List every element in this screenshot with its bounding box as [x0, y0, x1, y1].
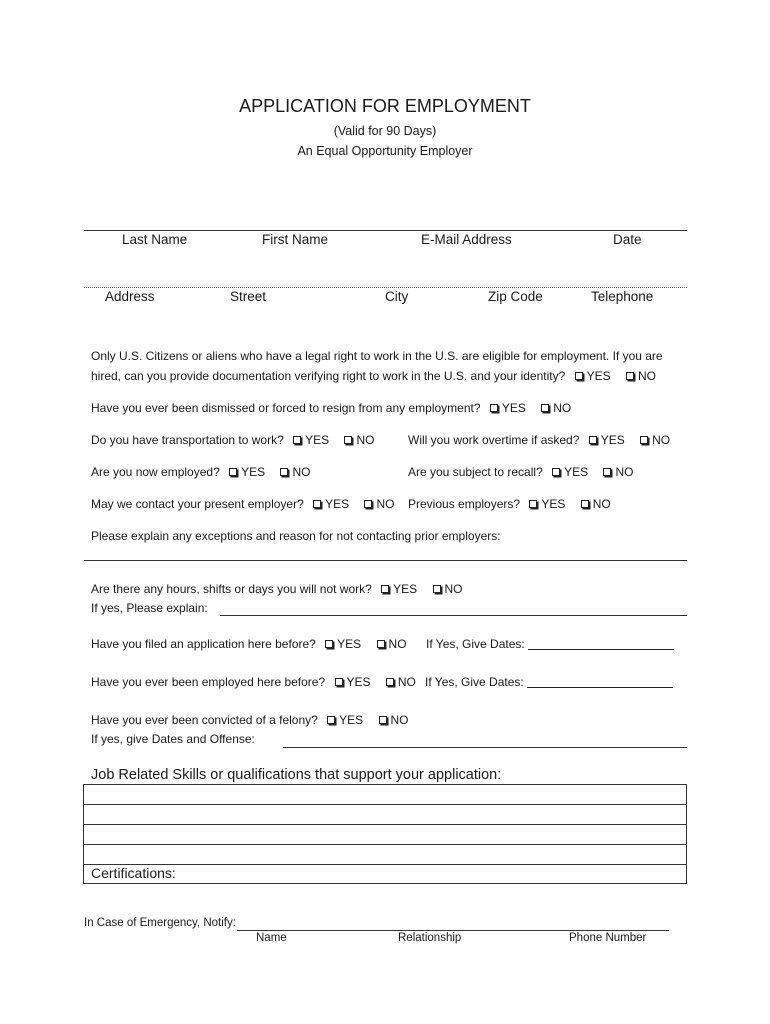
eeo-note: An Equal Opportunity Employer: [297, 144, 473, 158]
dismissed-no-checkbox[interactable]: [541, 404, 549, 412]
felony-question: Have you ever been convicted of a felony? YES NO: [91, 713, 409, 727]
street-label: Street: [230, 289, 267, 304]
filed-question: Have you filed an application here before? YES NO: [91, 637, 407, 651]
skills-table: [83, 784, 687, 884]
recall-question: Are you subject to recall? YES NO: [408, 465, 634, 479]
emergency-line[interactable]: [237, 930, 669, 931]
contact-present-question: May we contact your present employer? YES NO: [91, 497, 395, 511]
certifications-label: Certifications:: [91, 865, 176, 881]
page-title: APPLICATION FOR EMPLOYMENT: [239, 96, 531, 116]
employed-yes-checkbox[interactable]: [229, 468, 237, 476]
hours-explain-line[interactable]: [220, 615, 687, 616]
validity-note: (Valid for 90 Days): [333, 124, 437, 138]
skills-row-line: [84, 824, 686, 825]
overtime-question: Will you work overtime if asked? YES NO: [408, 433, 671, 447]
employed-question: Are you now employed? YES NO: [91, 465, 311, 479]
hours-no-checkbox[interactable]: [433, 585, 441, 593]
contact-present-yes-checkbox[interactable]: [313, 500, 321, 508]
previous-no-checkbox[interactable]: [581, 500, 589, 508]
employed-here-dates-field[interactable]: [527, 676, 673, 688]
felony-no-checkbox[interactable]: [379, 716, 387, 724]
telephone-label: Telephone: [591, 289, 654, 304]
overtime-no-checkbox[interactable]: [640, 436, 648, 444]
employed-here-dates: If Yes, Give Dates:: [425, 675, 673, 689]
date-label: Date: [613, 232, 642, 247]
felony-yes-checkbox[interactable]: [327, 716, 335, 724]
skills-title: Job Related Skills or qualifications that support your application:: [91, 767, 502, 783]
transport-question: Do you have transportation to work? YES NO: [91, 433, 375, 447]
transport-no-checkbox[interactable]: [344, 436, 352, 444]
employed-here-no-checkbox[interactable]: [386, 678, 394, 686]
citizen-question: hired, can you provide documentation verifying right to work in the U.S. and your identity? YES NO: [91, 369, 656, 383]
email-label: E-Mail Address: [421, 232, 512, 247]
filed-dates-field[interactable]: [528, 638, 674, 650]
last-name-label: Last Name: [122, 232, 188, 247]
contact-present-no-checkbox[interactable]: [364, 500, 372, 508]
recall-no-checkbox[interactable]: [603, 468, 611, 476]
transport-yes-checkbox[interactable]: [293, 436, 301, 444]
employed-here-yes-checkbox[interactable]: [335, 678, 343, 686]
felony-details-line[interactable]: [283, 747, 687, 748]
skills-row-line: [84, 844, 686, 845]
first-name-label: First Name: [262, 232, 329, 247]
citizen-no-checkbox[interactable]: [626, 372, 634, 380]
employed-no-checkbox[interactable]: [280, 468, 288, 476]
filed-yes-checkbox[interactable]: [325, 640, 333, 648]
emergency-name-label: Name: [256, 932, 287, 944]
hours-question: Are there any hours, shifts or days you will not work? YES NO: [91, 582, 463, 596]
emergency-label: In Case of Emergency, Notify:: [84, 917, 236, 929]
exceptions-answer-line[interactable]: [84, 560, 687, 561]
hours-yes-checkbox[interactable]: [381, 585, 389, 593]
citizen-question-line2: hired, can you provide documentation verifying right to work in the U.S. and your identity?: [91, 369, 566, 383]
citizen-yes-checkbox[interactable]: [575, 372, 583, 380]
emergency-phone-label: Phone Number: [569, 932, 647, 944]
zip-label: Zip Code: [488, 289, 543, 304]
address-label: Address: [105, 289, 155, 304]
row1-top-line: [84, 230, 687, 231]
dismissed-question: Have you ever been dismissed or forced to resign from any employment? YES NO: [91, 401, 572, 415]
previous-yes-checkbox[interactable]: [529, 500, 537, 508]
exceptions-label: Please explain any exceptions and reason for not contacting prior employers:: [91, 529, 501, 543]
skills-row-line: [84, 804, 686, 805]
emergency-relationship-label: Relationship: [398, 932, 462, 944]
citizen-question-line1: Only U.S. Citizens or aliens who have a legal right to work in the U.S. are eligible for employment. If you are: [91, 349, 663, 363]
previous-employers-question: Previous employers? YES NO: [408, 497, 611, 511]
dismissed-yes-checkbox[interactable]: [490, 404, 498, 412]
employed-here-question: Have you ever been employed here before? YES NO: [91, 675, 416, 689]
filed-dates: If Yes, Give Dates:: [426, 637, 674, 651]
city-label: City: [385, 289, 409, 304]
filed-no-checkbox[interactable]: [377, 640, 385, 648]
overtime-yes-checkbox[interactable]: [589, 436, 597, 444]
hours-explain-label: If yes, Please explain:: [91, 601, 208, 615]
recall-yes-checkbox[interactable]: [552, 468, 560, 476]
felony-details-label: If yes, give Dates and Offense:: [91, 732, 255, 746]
row2-top-line: [84, 287, 687, 288]
